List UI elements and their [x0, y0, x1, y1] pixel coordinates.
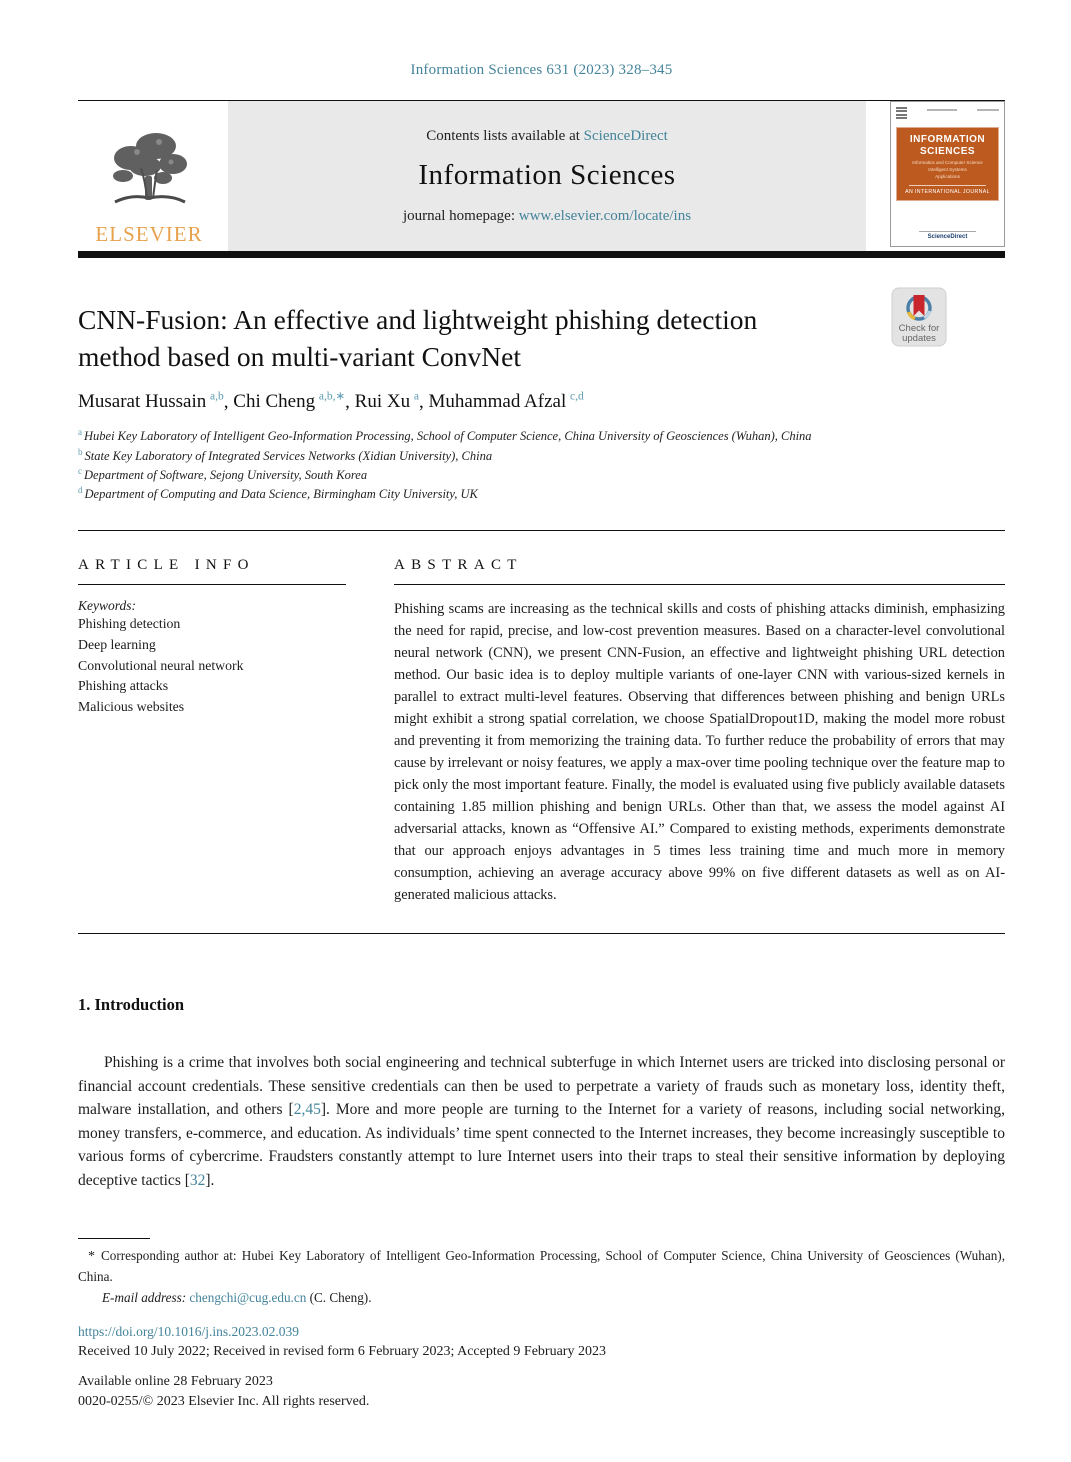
affiliation-item: $^c$ Department of Software, Sejong University, South Korea [78, 466, 368, 483]
keyword-item: Deep learning [78, 636, 156, 652]
keyword-item: Phishing detection [78, 615, 181, 631]
journal-homepage-link[interactable]: www.elsevier.com/locate/ins [518, 207, 692, 224]
abstract-rule [394, 584, 1005, 585]
intro-text: ]. More and more people are turning to the Internet for a variety of reasons, including social networking, money transfers, e-commerce, and education. As individuals’ time spent connected to the Internet increases, they become increasingly susceptible to various forms of cybercrime. Fraudsters constantly attempt to lure Internet users into their traps to steal their sensitive information by deploying deceptive tactics [ [78, 1101, 1005, 1189]
cover-volume-text [927, 109, 957, 111]
available-online: Available online 28 February 2023 [78, 1374, 273, 1390]
sciencedirect-link[interactable]: ScienceDirect [583, 127, 668, 144]
corresponding-author-footnote [78, 1246, 1005, 1287]
cover-title: INFORMATION SCIENCES [909, 134, 986, 157]
author-affil-sup: a [413, 391, 420, 404]
cover-sciencedirect-brand: ScienceDirect [927, 234, 968, 240]
article-title [78, 302, 878, 375]
doi-url[interactable]: https://doi.org/10.1016/j.ins.2023.02.039 [78, 1324, 300, 1340]
journal-cover-thumbnail[interactable] [890, 101, 1005, 247]
badge-line2: updates [902, 333, 936, 344]
journal-title: Information Sciences [418, 158, 676, 191]
author-list: Musarat Hussain $^{a,b}$, Chi Cheng $^{a,b,∗}$, Rui Xu $^a$, Muhammad Afzal $^{c,d}$ [78, 391, 584, 413]
author-affil-sup: a,b,∗ [318, 391, 346, 404]
affiliation-item: $^d$ Department of Computing and Data Science, Birmingham City University, UK [78, 485, 478, 502]
cover-issn-text [977, 109, 999, 111]
email-link[interactable]: chengchi@cug.edu.cn [189, 1290, 307, 1306]
journal-citation-link[interactable]: Information Sciences 631 (2023) 328–345 [410, 62, 673, 78]
cover-subtitle: Informatics and Computer Science Intelligent Systems Applications [912, 160, 983, 179]
author-name[interactable]: Musarat Hussain $^{a,b}$ [78, 391, 224, 413]
elsevier-wordmark: ELSEVIER [95, 222, 203, 246]
cover-bottom [891, 231, 1004, 241]
email-label: E-mail address: [102, 1290, 187, 1306]
keyword-item: Malicious websites [78, 699, 185, 715]
journal-header [78, 101, 1005, 251]
author-name[interactable]: Chi Cheng $^{a,b,∗}$ [233, 391, 346, 413]
abstract-column [394, 531, 1005, 906]
keywords-label: Keywords: [78, 597, 136, 613]
introduction-heading: 1. Introduction [78, 995, 185, 1015]
header-bottom-bar [78, 251, 1005, 258]
citation-ref-link[interactable]: 2,45 [293, 1101, 321, 1119]
keyword-item: Phishing attacks [78, 678, 169, 694]
keyword-item: Convolutional neural network [78, 657, 244, 673]
article-info-rule [78, 584, 346, 585]
badge-line1: Check for [898, 323, 940, 334]
cover-publisher-icon [896, 107, 907, 119]
author-affil-sup: a,b [210, 391, 224, 404]
contents-prefix: Contents lists available at [426, 127, 584, 144]
article-info-column [78, 531, 346, 906]
doi-link [78, 1324, 1005, 1340]
article-title-line1: CNN-Fusion: An effective and lightweight phishing detection [78, 304, 758, 335]
affiliation-item: $^a$ Hubei Key Laboratory of Intelligent Geo-Information Processing, School of Computer Science, China University of Geosciences (Wuhan), China [78, 427, 812, 444]
cover-orange-panel [896, 127, 999, 201]
email-line [78, 1290, 1005, 1306]
cover-divider [909, 185, 986, 186]
svg-text:updates [902, 333, 936, 344]
elsevier-logo [78, 101, 228, 251]
homepage-prefix: journal homepage: [402, 207, 519, 224]
citation-ref-link[interactable]: 32 [189, 1171, 206, 1189]
article-info-heading: ARTICLE INFO [78, 556, 255, 573]
homepage-line [403, 208, 691, 225]
elsevier-tree-icon [101, 124, 197, 220]
check-for-updates-badge[interactable] [891, 287, 947, 352]
intro-text: Phishing is a crime that involves both social engineering and technical subterfuge in which Internet users are tricked into disclosing personal or financial account credentials. These sensitive credentials can then be used to perpetrate a variety of frauds such as monetary loss, identity theft, malware installation, and others [ [78, 1054, 1005, 1119]
abstract-bottom-rule [78, 933, 1005, 934]
author-name[interactable]: Rui Xu $^a$ [354, 391, 420, 413]
footnote-marker: * [88, 1249, 95, 1265]
cover-top-row [896, 107, 999, 123]
introduction-paragraph [78, 1051, 1005, 1192]
journal-banner [228, 101, 866, 251]
abstract-heading: ABSTRACT [394, 556, 523, 573]
info-abstract-columns [78, 531, 1005, 906]
abstract-text: Phishing scams are increasing as the technical skills and costs of phishing attacks diminish, emphasizing the need for rapid, precise, and low-cost prevention measures. Based on a character-level convolutional neural network (CNN), we present CNN-Fusion, an effective and lightweight phishing URL detection method. Our basic idea is to deploy multiple variants of one-layer CNN with various-sized kernels in parallel to extract multi-level features. Observing that differences between phishing and benign URLs might exhibit a strong spatial correlation, we choose SpatialDropout1D, making the model more robust and preventing it from memorizing the training data. To further reduce the probability of errors that may cause by irrelevant or noisy features, we apply a max-over time pooling technique over the feature map to pick only the most important feature. Finally, the model is evaluated using five publicly available datasets containing 1.85 million phishing and benign URLs. Other than that, we assess the model against AI adversarial attacks, known as “Offensive AI.” Compared to existing methods, experiments demonstrate that our approach enjoys advantages in 5 times less training time and much more in memory consumption, achieving an average accuracy above 99% on five different datasets as well as on AI-generated malicious attacks. [394, 600, 1005, 903]
article-title-line2: method based on multi-variant ConvNet [78, 340, 521, 372]
received-dates: Received 10 July 2022; Received in revised form 6 February 2023; Accepted 9 February 2023 [78, 1344, 606, 1360]
author-affil-sup: c,d [570, 391, 584, 404]
contents-line [426, 128, 668, 145]
footnote-text: Corresponding author at: Hubei Key Laboratory of Intelligent Geo-Information Processing, School of Computer Science, China University of Geosciences (Wuhan), China. [78, 1248, 1005, 1285]
footnote-separator [78, 1238, 150, 1239]
affiliation-item: $^b$ State Key Laboratory of Integrated Services Networks (Xidian University), China [78, 446, 493, 463]
cover-journal-tag: AN INTERNATIONAL JOURNAL [905, 188, 990, 195]
intro-text: ]. [205, 1171, 215, 1189]
issn-copyright: 0020-0255/© 2023 Elsevier Inc. All rights reserved. [78, 1394, 370, 1410]
email-suffix: (C. Cheng). [306, 1290, 372, 1306]
affiliation-list [78, 426, 1005, 503]
author-name[interactable]: Muhammad Afzal $^{c,d}$ [428, 391, 584, 413]
